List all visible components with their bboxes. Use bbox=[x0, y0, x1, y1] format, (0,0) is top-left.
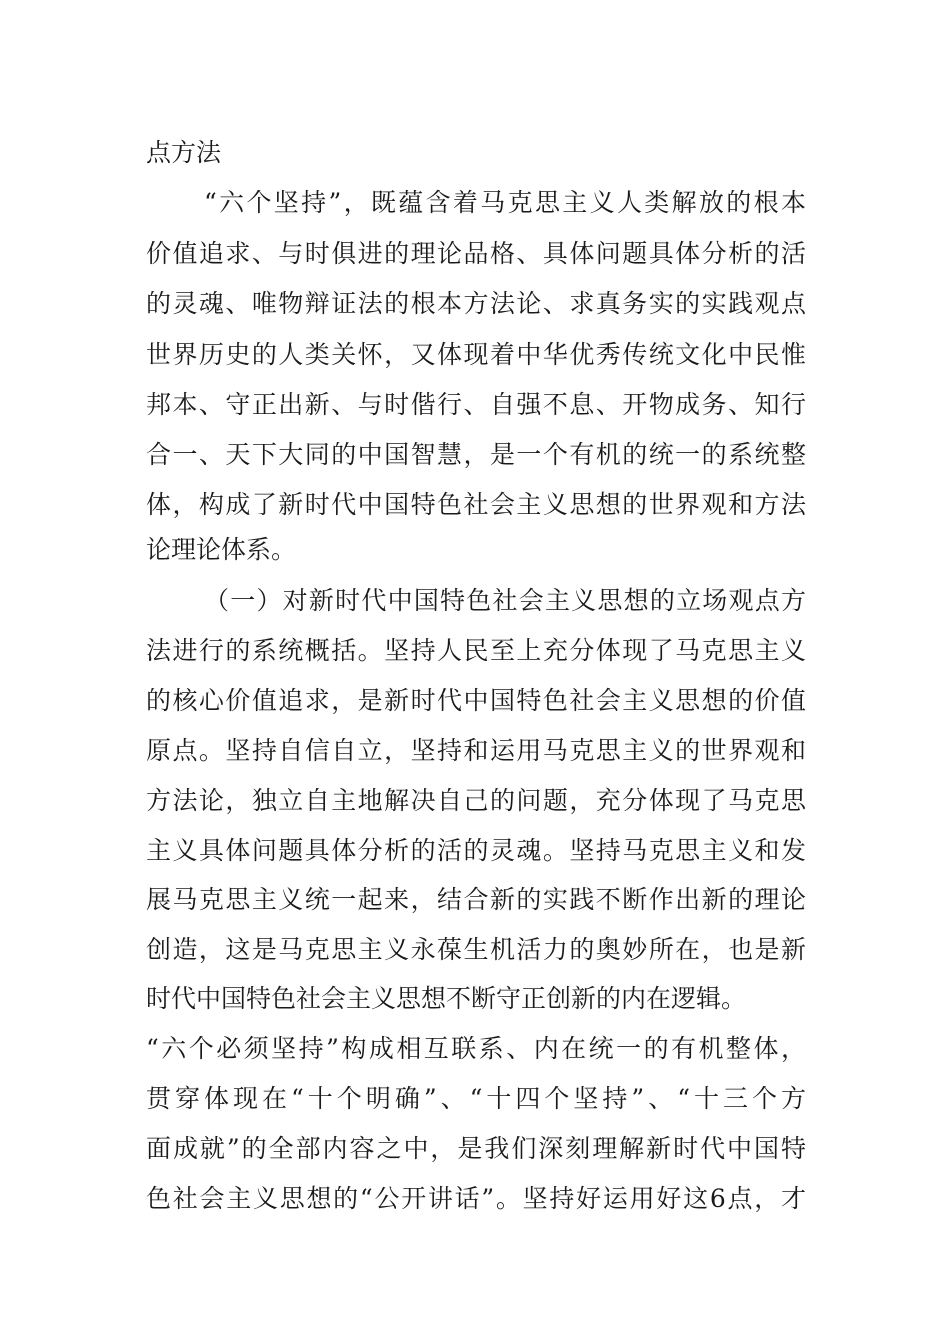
text-line: 价值追求、与时俱进的理论品格、具体问题具体分析的活 bbox=[146, 239, 806, 268]
text-line: 创造，这是马克思主义永葆生机活力的奥妙所在，也是新 bbox=[146, 935, 806, 964]
text-line: 时代中国特色社会主义思想不断守正创新的内在逻辑。 bbox=[146, 984, 747, 1013]
text-line: 论理论体系。 bbox=[146, 535, 297, 564]
text-line: 的灵魂、唯物辩证法的根本方法论、求真务实的实践观点 bbox=[146, 289, 806, 318]
text-line: （一）对新时代中国特色社会主义思想的立场观点方 bbox=[204, 586, 806, 615]
text-line: 展马克思主义统一起来，结合新的实践不断作出新的理论 bbox=[146, 885, 806, 914]
text-line: “六个必须坚持”构成相互联系、内在统一的有机整体， bbox=[146, 1034, 806, 1063]
text-line: 色社会主义思想的“公开讲话”。坚持好运用好这6点，才 bbox=[146, 1184, 806, 1213]
text-line: 合一、天下大同的中国智慧，是一个有机的统一的系统整 bbox=[146, 440, 806, 469]
text-line: 贯穿体现在“十个明确”、“十四个坚持”、“十三个方 bbox=[146, 1084, 806, 1113]
text-line: 体，构成了新时代中国特色社会主义思想的世界观和方法 bbox=[146, 490, 806, 519]
text-line: “六个坚持”，既蕴含着马克思主义人类解放的根本 bbox=[204, 188, 806, 217]
text-line: 点方法 bbox=[146, 138, 222, 167]
text-line: 世界历史的人类关怀，又体现着中华优秀传统文化中民惟 bbox=[146, 340, 806, 369]
text-line: 法进行的系统概括。坚持人民至上充分体现了马克思主义 bbox=[146, 636, 806, 665]
text-line: 方法论，独立自主地解决自己的问题，充分体现了马克思 bbox=[146, 786, 806, 815]
text-line: 原点。坚持自信自立，坚持和运用马克思主义的世界观和 bbox=[146, 736, 806, 765]
text-line: 的核心价值追求，是新时代中国特色社会主义思想的价值 bbox=[146, 686, 806, 715]
text-line: 主义具体问题具体分析的活的灵魂。坚持马克思主义和发 bbox=[146, 836, 806, 865]
text-line: 邦本、守正出新、与时偕行、自强不息、开物成务、知行 bbox=[146, 390, 806, 419]
text-line: 面成就”的全部内容之中，是我们深刻理解新时代中国特 bbox=[146, 1134, 806, 1163]
